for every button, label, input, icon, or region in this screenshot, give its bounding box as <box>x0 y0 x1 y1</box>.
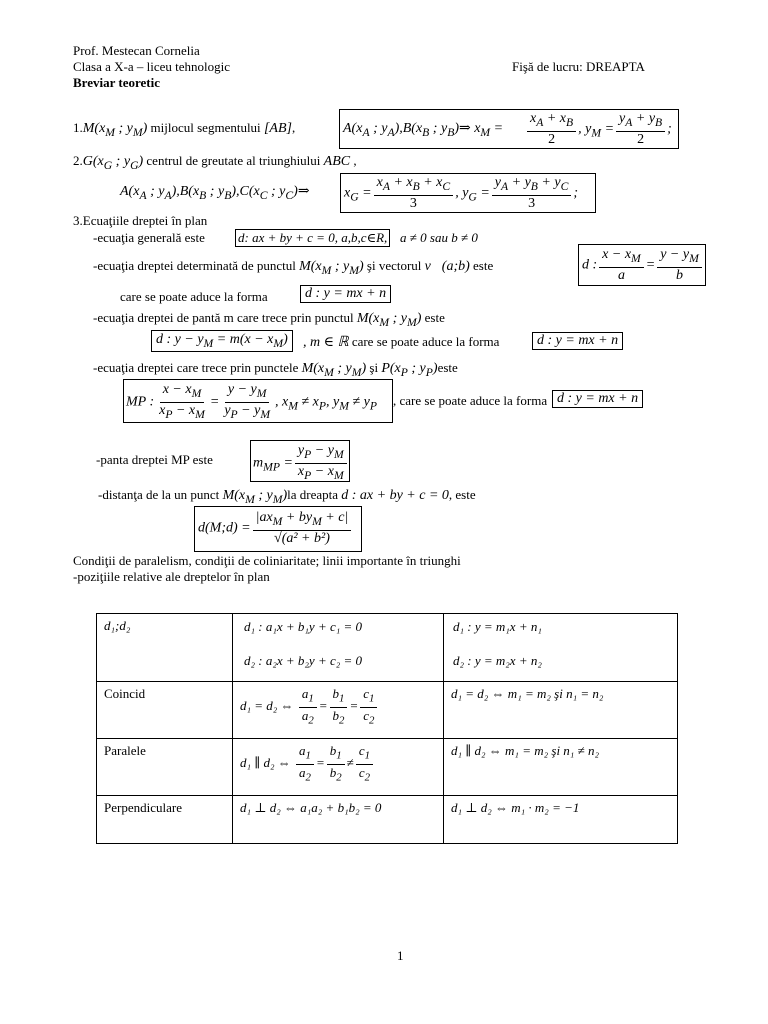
slope-eq-label: -ecuaţia dreptei de pantă m care trece prin punctul $M(x_M$ ; $y_M$) este <box>93 310 445 329</box>
slope-mp-label: -panta dreptei MP este <box>96 452 213 467</box>
two-point-reduce-box: d : y = mx + n <box>552 390 643 408</box>
distance-formula-box: d(M;d) = $\frac{|ax_M + by_M + c|}{\text{√(a² + b²)}}$ <box>194 506 362 552</box>
two-point-eq-box: MP : $\frac{x - x_M}{x_P - x_M}$ = $\frac{y - y_M}{y_P - y_M}$ , $x_M \ne x_P$, $y_M \ne y_P$ <box>123 379 393 423</box>
table-cell-explicit: d₁ = d₂ ⇔ m₁ = m₂ şi n₁ = n₂ <box>444 682 678 739</box>
centroid-points: $A(x_A$ ; $y_A),B(x_B$ ; $y_B),C(x_C$ ; $y_C)\Rightarrow$ <box>120 184 310 202</box>
item-midpoint: $1.M(x_M$ ; $y_M$) mijlocul segmentului [AB], <box>73 120 296 139</box>
table-row <box>97 682 678 739</box>
table-cell-explicit: d₁ : y = m₁x + n₁ d₂ : y = m₂x + n₂ <box>444 614 678 682</box>
table-cell-label: Coincid <box>97 682 233 739</box>
page-number: 1 <box>397 948 404 963</box>
slope-eq-reduce: , m ∈ ℝ care se poate aduce la forma <box>303 334 500 350</box>
positions-heading: -poziţiile relative ale dreptelor în plan <box>73 569 270 584</box>
midpoint-formula-box: $A(x_A$ ; $y_A),B(x_B$ ; $y_B)\Rightarrow$ $x_M$ = $\frac{x_A + x_B}{2}$ , $y_M$ = $\frac{y_A + y_B}{2}$ ; <box>339 109 679 149</box>
centroid-formula-box: $x_G$ = $\frac{x_A + x_B + x_C}{3}$ , $y_G$ = $\frac{y_A + y_B + y_C}{3}$ ; <box>340 173 596 213</box>
slope-eq-box: d : $y - y_M = m(x - x_M)$ <box>151 330 293 352</box>
table-cell-general: d₁ ∥ d₂ ⇔ $\frac{a_1}{a_2}$ = $\frac{b_1}{b_2}$ ≠ $\frac{c_1}{c_2}$ <box>233 739 444 796</box>
worksheet-title: Fişă de lucru: DREAPTA <box>512 59 645 74</box>
table-cell-general: d₁ : a₁x + b₁y + c₁ = 0 d₂ : a₂x + b₂y + c₂ = 0 <box>233 614 444 682</box>
conditions-heading: Condiţii de paralelism, condiţii de coliniaritate; linii importante în triunghi <box>73 553 461 568</box>
table-row <box>97 739 678 796</box>
slope-reduce-box: d : y = mx + n <box>532 332 623 350</box>
two-point-reduce-text: , care se poate aduce la forma <box>393 393 548 408</box>
slope-mp-box: $m_{MP}$ = $\frac{y_P - y_M}{x_P - x_M}$ <box>250 440 350 482</box>
equations-heading: 3.Ecuaţiile dreptei în plan <box>73 213 208 228</box>
item-centroid: $2.G(x_G$ ; $y_G$) centrul de greutate al triunghiului ABC , <box>73 153 357 172</box>
general-eq-box: d: ax + by + c = 0, a,b,c∈R, <box>235 229 390 247</box>
class-line: Clasa a X-a – liceu tehnologic <box>73 59 231 74</box>
general-eq-label: -ecuaţia generală este <box>93 230 205 245</box>
brief-heading: Breviar teoretic <box>73 75 160 90</box>
relative-positions-table <box>96 613 678 844</box>
direction-eq-box: d : $\frac{x - x_M}{a}$ = $\frac{y - y_M}{b}$ <box>578 244 706 286</box>
table-cell-general: d₁ ⊥ d₂ ⇔ a₁a₂ + b₁b₂ = 0 <box>233 796 444 844</box>
direction-reduce-box: d : y = mx + n <box>300 285 391 303</box>
table-cell-explicit: d₁ ⊥ d₂ ⇔ m₁ · m₂ = −1 <box>444 796 678 844</box>
table-cell-general: d₁ = d₂ ⇔ $\frac{a_1}{a_2}$ = $\frac{b_1}{b_2}$ = $\frac{c_1}{c_2}$ <box>233 682 444 739</box>
direction-reduce-text: care se poate aduce la forma <box>120 289 268 304</box>
direction-eq-label: -ecuaţia dreptei determinată de punctul $M(x_M$ ; $y_M$) şi vectorul v⃗(a;b) este <box>93 258 494 277</box>
two-point-eq-label: -ecuaţia dreptei care trece prin punctele $M(x_M$ ; $y_M$) şi $P(x_P$ ; $y_P)este$ <box>93 360 458 379</box>
table-row <box>97 796 678 844</box>
table-cell-label: Paralele <box>97 739 233 796</box>
distance-label: -distanţa de la un punct $M(x_M$ ; $y_M)la$ dreapta d : ax + by + c = 0, este <box>98 487 476 506</box>
author-line: Prof. Mestecan Cornelia <box>73 43 200 58</box>
general-eq-condition: a ≠ 0 sau b ≠ 0 <box>400 230 478 245</box>
table-row <box>97 614 678 682</box>
table-cell-explicit: d₁ ∥ d₂ ⇔ m₁ = m₂ şi n₁ ≠ n₂ <box>444 739 678 796</box>
table-cell-label: Perpendiculare <box>97 796 233 844</box>
table-cell-label: d₁;d₂ <box>97 614 233 682</box>
